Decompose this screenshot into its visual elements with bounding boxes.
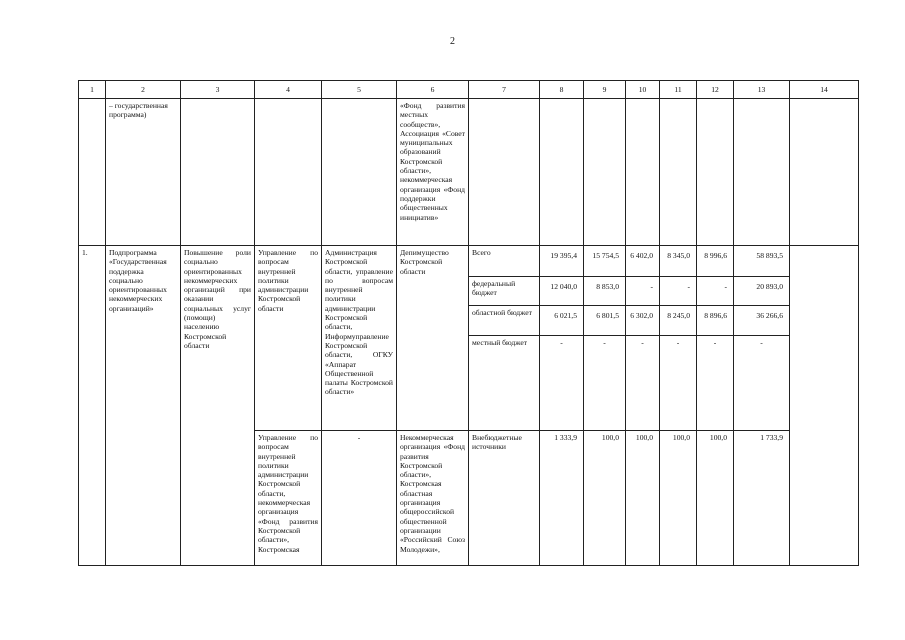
header-cell: 5 — [322, 81, 397, 99]
value-cell: - — [734, 336, 790, 431]
value-cell: - — [540, 336, 584, 431]
value-cell: 100,0 — [660, 431, 697, 566]
value-cell: 6 801,5 — [584, 306, 626, 336]
value-cell: 8 853,0 — [584, 277, 626, 306]
table-cell — [255, 99, 322, 246]
value-cell: - — [697, 277, 734, 306]
funding-source: местный бюджет — [469, 336, 540, 431]
value-cell: 1 733,9 — [734, 431, 790, 566]
value-cell: 36 266,6 — [734, 306, 790, 336]
value-cell: 12 040,0 — [540, 277, 584, 306]
header-cell: 14 — [790, 81, 859, 99]
value-cell: 20 893,0 — [734, 277, 790, 306]
header-row — [79, 81, 859, 99]
value-cell: 8 996,6 — [697, 246, 734, 277]
table-cell — [540, 99, 584, 246]
value-cell: - — [626, 277, 660, 306]
table-cell — [790, 99, 859, 246]
header-cell: 10 — [626, 81, 660, 99]
value-cell: 15 754,5 — [584, 246, 626, 277]
table-cell — [322, 99, 397, 246]
header-cell: 13 — [734, 81, 790, 99]
value-cell: 6 021,5 — [540, 306, 584, 336]
value-cell: 6 302,0 — [626, 306, 660, 336]
table-cell — [181, 99, 255, 246]
row-number: 1. — [79, 246, 106, 566]
funding-source: Всего — [469, 246, 540, 277]
funding-source: Внебюджетные источники — [469, 431, 540, 566]
funding-source: областной бюджет — [469, 306, 540, 336]
value-cell: 6 402,0 — [626, 246, 660, 277]
value-cell: - — [626, 336, 660, 431]
continuation-participants: «Фонд развития местных сообществ», Ассоциация «Совет муниципальных образований Костромской области», некоммерческая организация «Фонд поддержки общественных инициатив» — [397, 99, 469, 246]
subprogram-goal: Повышение роли социально ориентированных некоммерческих организаций при оказании социальных услуг (помощи) населению Костромской области — [181, 246, 255, 566]
value-cell: - — [660, 336, 697, 431]
value-cell: - — [697, 336, 734, 431]
funding-source: федеральный бюджет — [469, 277, 540, 306]
table-cell — [734, 99, 790, 246]
header-cell: 3 — [181, 81, 255, 99]
value-cell: - — [584, 336, 626, 431]
participants: Депимущество Костромской области — [397, 246, 469, 431]
value-cell: 100,0 — [626, 431, 660, 566]
header-cell: 4 — [255, 81, 322, 99]
continuation-row — [79, 99, 859, 246]
value-cell: 100,0 — [697, 431, 734, 566]
page-number: 2 — [450, 36, 455, 47]
value-cell: 8 245,0 — [660, 306, 697, 336]
program-table — [78, 80, 859, 566]
table-cell — [660, 99, 697, 246]
header-cell: 2 — [106, 81, 181, 99]
value-cell: 1 333,9 — [540, 431, 584, 566]
header-cell: 11 — [660, 81, 697, 99]
participants: Некоммерческая организация «Фонд развития Костромской области», Костромская областная организация общероссийской общественной организации «Российский Союз Молодежи», — [397, 431, 469, 566]
header-cell: 8 — [540, 81, 584, 99]
responsible-executor: Управление по вопросам внутренней политики администрации Костромской области — [255, 246, 322, 431]
table-cell — [469, 99, 540, 246]
header-cell: 12 — [697, 81, 734, 99]
value-cell: 100,0 — [584, 431, 626, 566]
co-executors: - — [322, 431, 397, 566]
header-cell: 1 — [79, 81, 106, 99]
responsible-executor: Управление по вопросам внутренней политики администрации Костромской области, некоммерческая организация «Фонд развития Костромской области», Костромская — [255, 431, 322, 566]
value-cell: 58 893,5 — [734, 246, 790, 277]
value-cell: - — [660, 277, 697, 306]
table-cell — [584, 99, 626, 246]
funding-row-total — [79, 246, 859, 277]
continuation-program-name: – государственная программа) — [106, 99, 181, 246]
value-cell: 8 345,0 — [660, 246, 697, 277]
table-cell — [626, 99, 660, 246]
value-cell: 19 395,4 — [540, 246, 584, 277]
table-cell — [790, 246, 859, 566]
value-cell: 8 896,6 — [697, 306, 734, 336]
subprogram-name: Подпрограмма «Государственная поддержка социально ориентированных некоммерческих организаций» — [106, 246, 181, 566]
header-cell: 9 — [584, 81, 626, 99]
header-cell: 7 — [469, 81, 540, 99]
table-cell — [79, 99, 106, 246]
table-cell — [697, 99, 734, 246]
header-cell: 6 — [397, 81, 469, 99]
co-executors: Администрация Костромской области, управление по вопросам внутренней политики администрации Костромской области, Информуправление Костромской области, ОГКУ «Аппарат Общественной палаты Костромской области» — [322, 246, 397, 431]
